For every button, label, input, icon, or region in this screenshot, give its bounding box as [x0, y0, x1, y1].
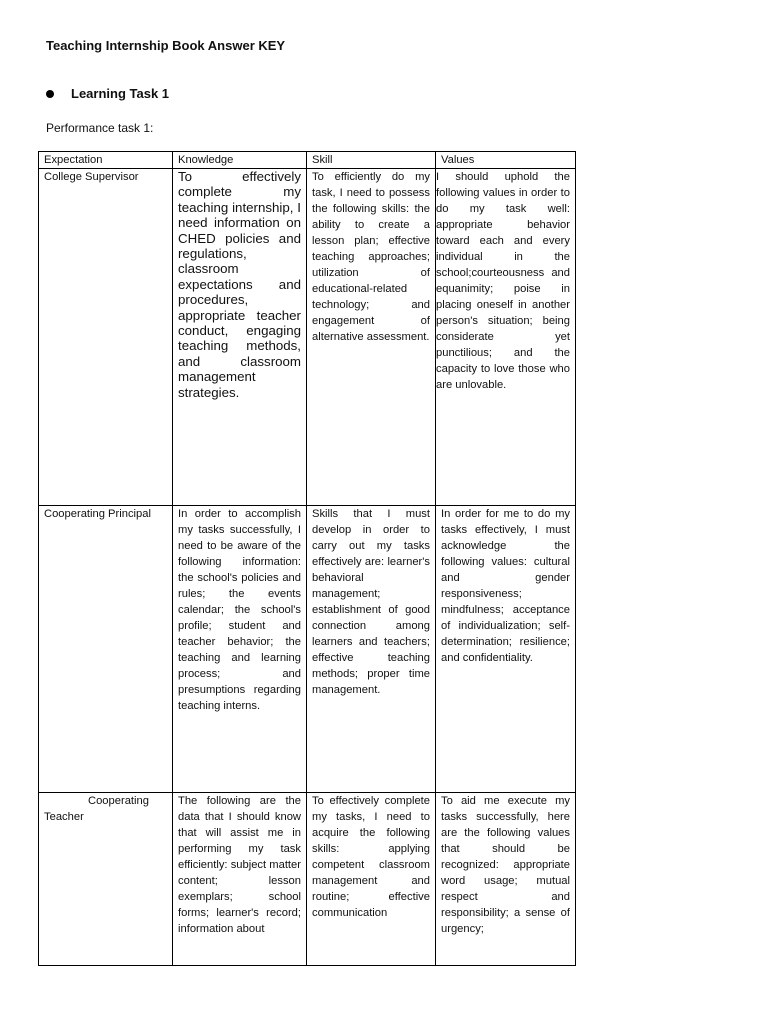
cell-expectation: College Supervisor: [39, 169, 173, 506]
expectations-table: [38, 151, 576, 966]
header-knowledge: Knowledge: [173, 152, 307, 169]
cell-values: [436, 793, 576, 966]
header-expectation: Expectation: [39, 152, 173, 169]
table-header-row: [39, 152, 576, 169]
performance-task-label: Performance task 1:: [46, 121, 154, 135]
document-title: Teaching Internship Book Answer KEY: [46, 38, 286, 53]
cell-expectation: Cooperating Principal: [39, 506, 173, 793]
header-skill: Skill: [307, 152, 436, 169]
cell-knowledge-text: The following are the data that I should know that will assist me in performing my task efficiently: subject matter content; lesson exemplars; school forms; learner's record; information about: [178, 795, 301, 935]
cell-skill: To efficiently do my task, I need to possess the following skills: the ability to create a lesson plan; effective teaching approaches; utilization of educational-related technology; and engagement of alternative assessment.: [307, 169, 436, 506]
cell-expectation: Cooperating Teacher: [39, 793, 173, 966]
task-heading: [46, 86, 169, 101]
cell-skill: [307, 793, 436, 966]
header-values: Values: [436, 152, 576, 169]
cell-values: In order for me to do my tasks effectively, I must acknowledge the following values: cultural and gender responsiveness; mindfulness; acceptance of individualization; self-determination; resilience; and confidentiality.: [436, 506, 576, 793]
cell-knowledge: To effectively complete my teaching internship, I need information on CHED policies and regulations, classroom expectations and procedures, appropriate teacher conduct, engaging teaching methods, and classroom management strategies.: [173, 169, 307, 506]
cell-skill-text: To effectively complete my tasks, I need to acquire the following skills: applying competent classroom management and routine; effective communication: [312, 795, 430, 919]
cell-knowledge: In order to accomplish my tasks successfully, I need to be aware of the following information: the school's policies and rules; the events calendar; the school's profile; student and teacher behavior; the teaching and learning process; and presumptions regarding teaching interns.: [173, 506, 307, 793]
cell-values-text: To aid me execute my tasks successfully, here are the following values that should be recognized: appropriate word usage; mutual respect and responsibility; a sense of urgency;: [441, 795, 570, 935]
table-row: [39, 793, 576, 966]
bullet-icon: [46, 90, 54, 98]
cell-knowledge: [173, 793, 307, 966]
cell-values: I should uphold the following values in order to do my task well: appropriate behavior toward each and every individual in the school;courteousness and equanimity; poise in placing oneself in another person's situation; being considerate yet punctilious; and the capacity to love those who are unlovable.: [436, 169, 576, 506]
table-row: [39, 506, 576, 793]
table-row: [39, 169, 576, 506]
task-heading-label: Learning Task 1: [71, 86, 170, 101]
cell-skill: Skills that I must develop in order to carry out my tasks effectively are: learner's behavioral management; establishment of good connection among learners and teachers; effective teaching methods; proper time management.: [307, 506, 436, 793]
